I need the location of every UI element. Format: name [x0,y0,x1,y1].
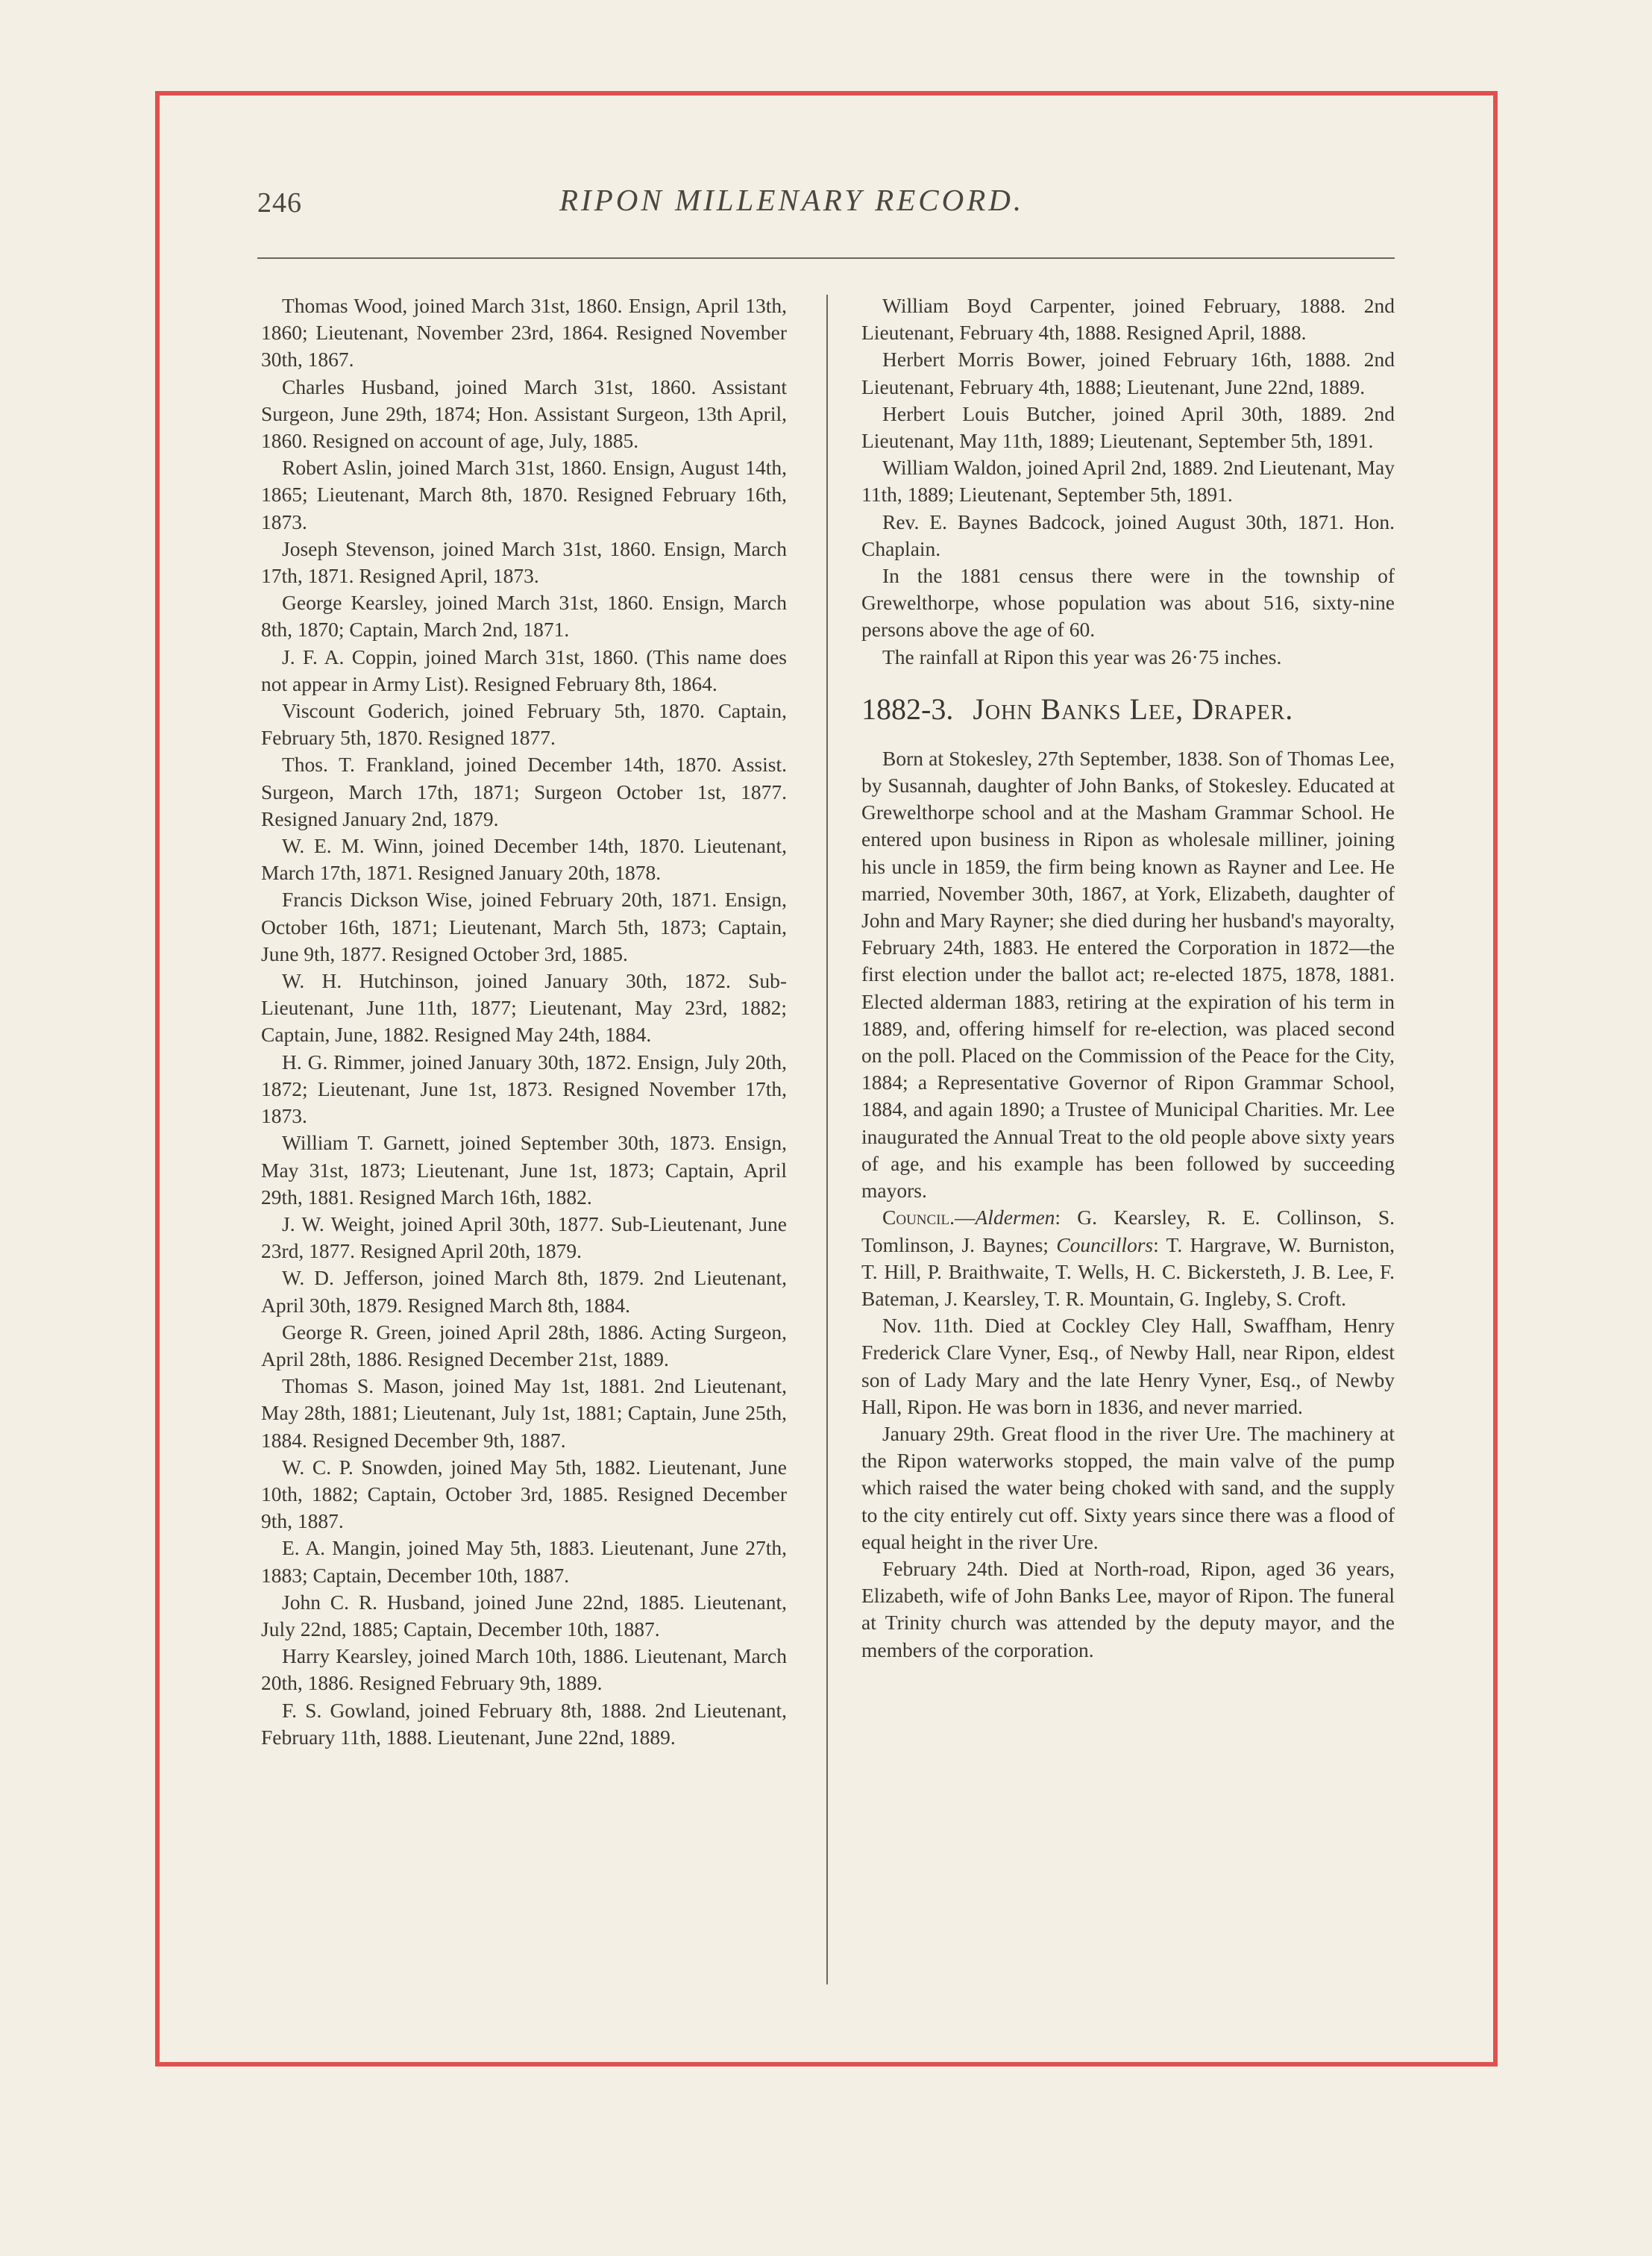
paragraph: Born at Stokesley, 27th September, 1838. Son of Thomas Lee, by Susannah, daughter of John Banks, of Stokesley. Educated at Grewelthorpe school and at the Masham Grammar School. He entered upon business in Ripon as wholesale milliner, joining his uncle in 1859, the firm being known as Rayner and Lee. He married, November 30th, 1867, at York, Elizabeth, daughter of John and Mary Rayner; she died during her husband's mayoralty, February 24th, 1883. He entered the Corporation in 1872—the first election under the ballot act; re-elected 1875, 1878, 1881. Elected alderman 1883, retiring at the expiration of his term in 1889, and, offering himself for re-election, was placed second on the poll. Placed on the Commission of the Peace for the City, 1884; a Representative Governor of Ripon Grammar School, 1884, and again 1890; a Trustee of Municipal Charities. Mr. Lee inaugurated the Annual Treat to the old people above sixty years of age, and his example has been followed by succeeding mayors. [861,746,1395,1203]
right-column [861,292,1395,1664]
paragraph: Thomas Wood, joined March 31st, 1860. Ensign, April 13th, 1860; Lieutenant, November 23rd, 1864. Resigned November 30th, 1867. [261,294,787,372]
councillors-names: : T. Hargrave, W. Burniston, T. Hill, P. Braithwaite, T. Wells, H. C. Bickersteth, J. B. Lee, F. Bateman, J. Kearsley, T. R. Mountain, G. Ingleby, S. Croft. [861,1232,1395,1310]
paragraph: Robert Aslin, joined March 31st, 1860. Ensign, August 14th, 1865; Lieutenant, March 8th, 1870. Resigned February 16th, 1873. [261,456,787,533]
section-name: John Banks Lee, Draper. [973,692,1294,726]
paragraph: Joseph Stevenson, joined March 31st, 1860. Ensign, March 17th, 1871. Resigned April, 1873. [261,536,787,588]
paragraph: H. G. Rimmer, joined January 30th, 1872. Ensign, July 20th, 1872; Lieutenant, June 1st, 1873. Resigned November 17th, 1873. [261,1050,787,1128]
column-divider [826,295,828,1984]
paragraph: George Kearsley, joined March 31st, 1860. Ensign, March 8th, 1870; Captain, March 2nd, 1871. [261,591,787,642]
paragraph: Thomas S. Mason, joined May 1st, 1881. 2nd Lieutenant, May 28th, 1881; Lieutenant, July 1st, 1881; Captain, June 25th, 1884. Resigned December 9th, 1887. [261,1374,787,1452]
section-heading [861,690,1395,729]
paragraph: William Waldon, joined April 2nd, 1889. 2nd Lieutenant, May 11th, 1889; Lieutenant, September 5th, 1891. [861,456,1395,507]
council-paragraph [861,1204,1395,1312]
paragraph: W. C. P. Snowden, joined May 5th, 1882. Lieutenant, June 10th, 1882; Captain, October 3rd, 1885. Resigned December 9th, 1887. [261,1455,787,1533]
paragraph: The rainfall at Ripon this year was 26·75 inches. [882,645,1282,668]
paragraph: E. A. Mangin, joined May 5th, 1883. Lieutenant, June 27th, 1883; Captain, December 10th, 1887. [261,1536,787,1587]
paragraph: W. H. Hutchinson, joined January 30th, 1872. Sub-Lieutenant, June 11th, 1877; Lieutenant, May 23rd, 1882; Captain, June, 1882. Resigned May 24th, 1884. [261,969,787,1047]
paragraph: W. E. M. Winn, joined December 14th, 1870. Lieutenant, March 17th, 1871. Resigned January 20th, 1878. [261,834,787,885]
running-title: RIPON MILLENARY RECORD. [559,183,1025,217]
paragraph: Francis Dickson Wise, joined February 20th, 1871. Ensign, October 16th, 1871; Lieutenant, March 5th, 1873; Captain, June 9th, 1877. Resigned October 3rd, 1885. [261,888,787,965]
paragraph: January 29th. Great flood in the river Ure. The machinery at the Ripon waterworks stopped, the main valve of the pump which raised the water being choked with sand, and the supply to the city entirely cut off. Sixty years since there was a flood of equal height in the river Ure. [861,1421,1395,1553]
section-year: 1882-3. [861,692,954,726]
page-number: 246 [257,187,302,219]
header-rule [257,257,1395,259]
paragraph: Thos. T. Frankland, joined December 14th, 1870. Assist. Surgeon, March 17th, 1871; Surgeon October 1st, 1877. Resigned January 2nd, 1879. [261,753,787,830]
left-column [261,292,787,1751]
paragraph: George R. Green, joined April 28th, 1886. Acting Surgeon, April 28th, 1886. Resigned December 21st, 1889. [261,1320,787,1370]
paragraph: February 24th. Died at North-road, Ripon, aged 36 years, Elizabeth, wife of John Banks Lee, mayor of Ripon. The funeral at Trinity church was attended by the deputy mayor, and the members of the corporation. [861,1556,1395,1661]
paragraph: Viscount Goderich, joined February 5th, 1870. Captain, February 5th, 1870. Resigned 1877. [261,699,787,750]
paragraph: W. D. Jefferson, joined March 8th, 1879. 2nd Lieutenant, April 30th, 1879. Resigned March 8th, 1884. [261,1266,787,1317]
council-label: Council.— [882,1206,976,1229]
paragraph: In the 1881 census there were in the township of Grewelthorpe, whose population was about 516, sixty-nine persons above the age of 60. [861,564,1395,642]
paragraph: Harry Kearsley, joined March 10th, 1886. Lieutenant, March 20th, 1886. Resigned February 9th, 1889. [261,1644,787,1695]
councillors-label: Councillors [1056,1232,1154,1256]
paragraph: Herbert Louis Butcher, joined April 30th, 1889. 2nd Lieutenant, May 11th, 1889; Lieutenant, September 5th, 1891. [861,401,1395,453]
aldermen-names: : G. Kearsley, R. E. Collinson, S. Tomlinson, J. Baynes; [861,1206,1395,1256]
paragraph: John C. R. Husband, joined June 22nd, 1885. Lieutenant, July 22nd, 1885; Captain, December 10th, 1887. [261,1590,787,1641]
paragraph: J. F. A. Coppin, joined March 31st, 1860. (This name does not appear in Army List). Resigned February 8th, 1864. [261,645,787,695]
paragraph: Herbert Morris Bower, joined February 16th, 1888. 2nd Lieutenant, February 4th, 1888; Lieutenant, June 22nd, 1889. [861,348,1395,398]
paragraph: J. W. Weight, joined April 30th, 1877. Sub-Lieutenant, June 23rd, 1877. Resigned April 20th, 1879. [261,1212,787,1263]
paragraph: Charles Husband, joined March 31st, 1860. Assistant Surgeon, June 29th, 1874; Hon. Assistant Surgeon, 13th April, 1860. Resigned on account of age, July, 1885. [261,375,787,453]
aldermen-label: Aldermen [975,1206,1055,1229]
paragraph: William Boyd Carpenter, joined February, 1888. 2nd Lieutenant, February 4th, 1888. Resigned April, 1888. [861,294,1395,345]
paragraph: Rev. E. Baynes Badcock, joined August 30th, 1871. Hon. Chaplain. [861,510,1395,560]
paragraph: Nov. 11th. Died at Cockley Cley Hall, Swaffham, Henry Frederick Clare Vyner, Esq., of Newby Hall, near Ripon, eldest son of Lady Mary and the late Henry Vyner, Esq., of Newby Hall, Ripon. He was born in 1836, and never married. [861,1314,1395,1418]
paragraph: F. S. Gowland, joined February 8th, 1888. 2nd Lieutenant, February 11th, 1888. Lieutenant, June 22nd, 1889. [261,1698,787,1749]
paragraph: William T. Garnett, joined September 30th, 1873. Ensign, May 31st, 1873; Lieutenant, June 1st, 1873; Captain, April 29th, 1881. Resigned March 16th, 1882. [261,1131,787,1209]
